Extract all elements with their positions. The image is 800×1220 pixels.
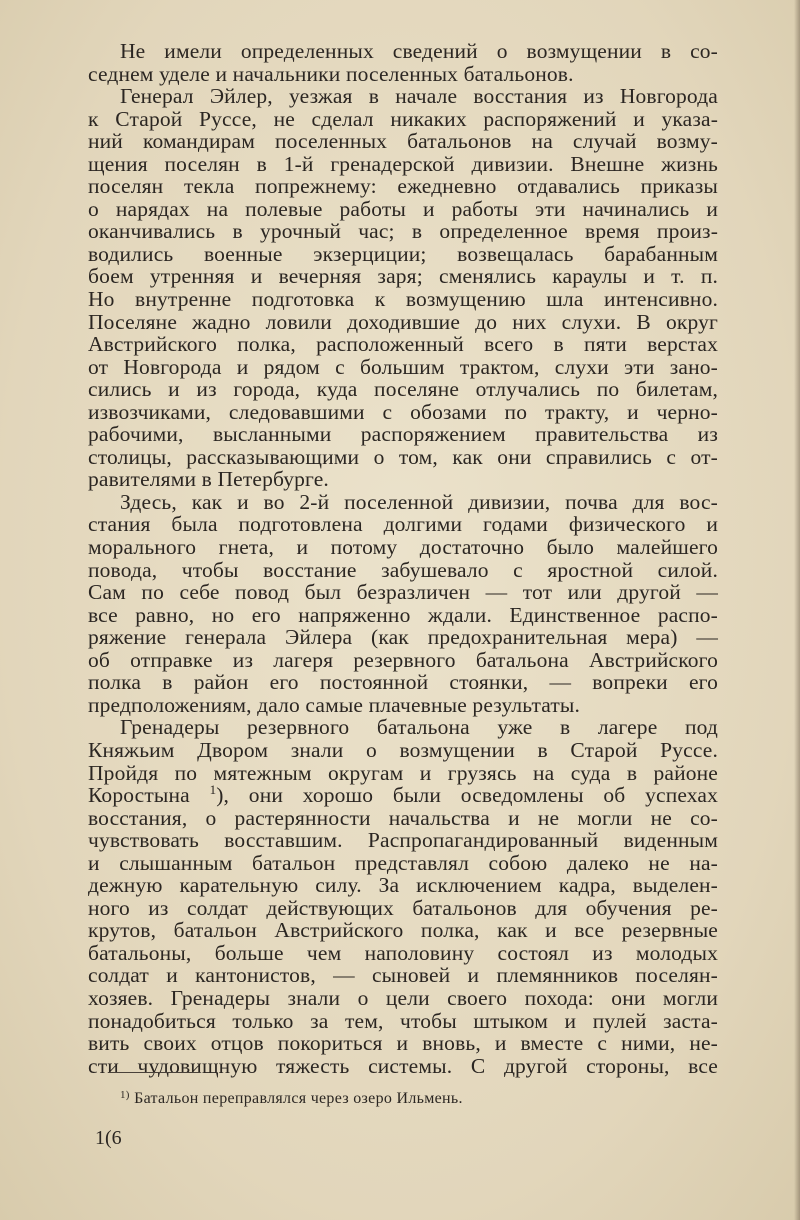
text-line: и слышанным батальон представлял собою далеко не на- (88, 850, 718, 875)
text-line: об отправке из лагеря резервного батальона Австрийского (88, 647, 718, 672)
text-line: водились военные экзерциции; возвещалась барабанным (88, 241, 718, 266)
text-line: рабочими, высланными распоряжением правительства из (88, 422, 718, 447)
text-line: Гренадеры резервного батальона уже в лагере под (120, 715, 718, 740)
text-line: ного из солдат действующих батальонов для обучения ре- (88, 895, 718, 920)
footnote-text: Батальон переправлялся через озеро Ильмень. (134, 1090, 463, 1107)
text-line: Здесь, как и во 2-й поселенной дивизии, почва для вос- (120, 489, 718, 514)
text-line: чувствовать восставшим. Распропагандированный виденным (88, 828, 718, 853)
text-line: полка в район его постоянной стоянки, — вопреки его (88, 670, 718, 695)
footnote-ref: 1 (209, 782, 217, 798)
footnote (120, 1089, 463, 1109)
text-line: седнем уделе и начальники поселенных батальонов. (88, 61, 574, 86)
text-line: к Старой Руссе, не сделал никаких распоряжений и указа- (88, 106, 718, 131)
text-line: Но внутренне подготовка к возмущению шла интенсивно. (88, 287, 718, 312)
text-line: щения поселян в 1-й гренадерской дивизии. Внешне жизнь (88, 151, 718, 176)
text-line: Сам по себе повод был безразличен — тот или другой — (88, 580, 718, 605)
text-line: морального гнета, и потому достаточно было малейшего (88, 535, 718, 560)
text-line: Поселяне жадно ловили доходившие до них слухи. В округ (88, 309, 718, 334)
text-line: понадобиться только за тем, чтобы штыком и пулей заста- (88, 1008, 718, 1033)
text-line: восстания, о растерянности начальства и не могли не со- (88, 805, 718, 830)
text-line: солдат и кантонистов, — сыновей и племянников поселян- (88, 963, 718, 988)
page-number: 1(6 (95, 1127, 122, 1149)
text-line: дежную карательную силу. За исключением кадра, выделен- (88, 873, 718, 898)
text-line: все равно, но его напряженно ждали. Единственное распо- (88, 602, 718, 627)
text-line: предположениям, дало самые плачевные результаты. (88, 692, 581, 717)
text-line: повода, чтобы восстание забушевало с яростной силой. (88, 557, 718, 582)
text-line: боем утренняя и вечерняя заря; сменялись караулы и т. п. (88, 264, 718, 289)
text-line: ний командирам поселенных батальонов на случай возму- (88, 129, 718, 154)
footnote-marker: 1) (120, 1089, 130, 1101)
text-line: оканчивались в урочный час; в определенное время произ- (88, 219, 718, 244)
text-line: Пройдя по мятежным округам и грузясь на суда в районе (88, 760, 718, 785)
text-line: равителями в Петербурге. (88, 467, 329, 492)
footnote-divider (108, 1072, 200, 1073)
text-line: Княжьим Двором знали о возмущении в Старой Руссе. (88, 737, 718, 762)
text-line: сти чудовищную тяжесть системы. С другой стороны, все (88, 1053, 718, 1078)
text-line: поселян текла попрежнему: ежедневно отдавались приказы (88, 174, 718, 199)
text-line: о нарядах на полевые работы и работы эти начинались и (88, 196, 718, 221)
text-line: Австрийского полка, расположенный всего в пяти верстах (88, 332, 718, 357)
text-line: Генерал Эйлер, уезжая в начале восстания из Новгорода (120, 84, 718, 109)
text-line: хозяев. Гренадеры знали о цели своего похода: они могли (88, 985, 718, 1010)
page-edge-shadow (794, 0, 800, 1220)
text-line: Не имели определенных сведений о возмущении в со- (120, 39, 718, 63)
text-line: стания была подготовлена долгими годами физического и (88, 512, 718, 537)
text-line: крутов, батальон Австрийского полка, как и все резервные (88, 918, 718, 943)
body-text (88, 40, 718, 1077)
text-line: Коростына $^1$), они хорошо были осведомлены об успехах (88, 782, 718, 808)
text-line: извозчиками, следовавшими с обозами по тракту, и черно- (88, 399, 718, 424)
text-line: сились и из города, куда поселяне отлучались по билетам, (88, 377, 718, 402)
text-line: ряжение генерала Эйлера (как предохранительная мера) — (88, 625, 718, 650)
text-line: батальоны, больше чем наполовину состоял из молодых (88, 940, 718, 965)
text-line: столицы, рассказывающими о том, как они справились с от- (88, 444, 718, 469)
text-line: вить своих отцов покориться и вновь, и вместе с ними, не- (88, 1031, 718, 1056)
text-line: от Новгорода и рядом с большим трактом, слухи эти зано- (88, 354, 718, 379)
